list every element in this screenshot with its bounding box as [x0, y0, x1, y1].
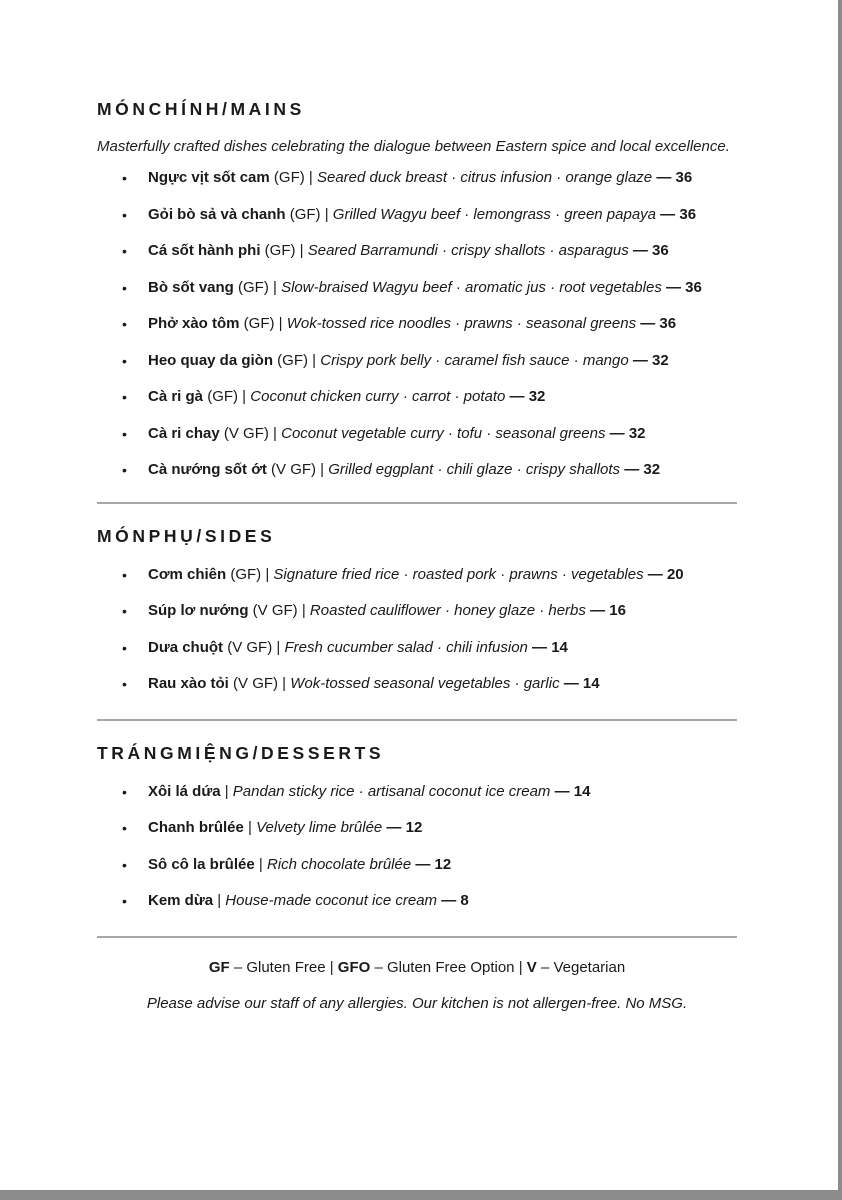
- menu-item: [97, 557, 737, 594]
- dish-name: Cà ri chay: [148, 424, 220, 442]
- sides-heading: MÓNPHỤ/SIDES: [97, 525, 276, 546]
- dish-dietary-tag: (V GF) |: [228, 675, 291, 692]
- bullet-icon: •: [122, 639, 127, 656]
- mains-section: [97, 97, 737, 489]
- dish-description: Wok-tossed rice noodles · prawns · seasonal greens: [286, 315, 637, 332]
- dish-name: Chanh brûlée: [148, 819, 244, 836]
- dish-description: Crispy pork belly · caramel fish sauce · mango: [320, 351, 629, 369]
- dish-description: Slow-braised Wagyu beef · aromatic jus · root vegetables: [281, 278, 662, 296]
- dish-description: Seared duck breast · citrus infusion · orange glaze: [316, 169, 653, 186]
- legend-gf-code: GF: [208, 958, 230, 976]
- dish-name: Ngực vịt sốt cam: [148, 169, 270, 186]
- dish-dietary-tag: (V GF) |: [223, 638, 285, 656]
- dish-dietary-tag: (GF) |: [269, 169, 317, 186]
- bullet-icon: •: [122, 462, 127, 478]
- bullet-icon: •: [122, 856, 127, 873]
- bullet-icon: •: [122, 316, 127, 332]
- menu-item: [97, 847, 737, 884]
- bullet-icon: •: [122, 352, 127, 369]
- menu-item: [97, 810, 737, 847]
- section-divider: [97, 502, 737, 504]
- dish-dietary-tag: (GF) |: [239, 315, 287, 332]
- bullet-icon: •: [122, 389, 127, 405]
- dish-price: — 36: [656, 205, 697, 223]
- dish-dietary-tag: (GF) |: [260, 242, 308, 259]
- dish-dietary-tag: (GF) |: [273, 351, 321, 369]
- bullet-icon: •: [122, 425, 127, 442]
- dish-dietary-tag: (GF) |: [285, 205, 333, 223]
- dish-description: Velvety lime brûlée: [256, 819, 383, 836]
- mains-description: Masterfully crafted dishes celebrating the dialogue between Eastern spice and local excellence.: [97, 138, 730, 155]
- dish-name: Sô cô la brûlée: [148, 855, 255, 873]
- legend-gfo-code: GFO: [337, 958, 371, 976]
- section-divider: [97, 719, 737, 721]
- sides-section: [97, 524, 737, 703]
- dish-name: Gỏi bò sả và chanh: [148, 205, 286, 223]
- menu-item: [97, 233, 737, 270]
- menu-item: [97, 197, 737, 234]
- mains-heading: MÓNCHÍNH/MAINS: [97, 99, 305, 119]
- menu-item: [97, 452, 737, 489]
- desserts-heading: TRÁNGMIỆNG/DESSERTS: [97, 742, 385, 763]
- dish-dietary-tag: |: [220, 782, 233, 800]
- dish-price: — 32: [505, 388, 546, 405]
- legend-v-code: V: [526, 958, 537, 976]
- bullet-icon: •: [122, 279, 127, 296]
- dish-dietary-tag: (V GF) |: [266, 461, 329, 478]
- dish-dietary-tag: (GF) |: [233, 278, 282, 296]
- dish-price: — 12: [411, 855, 452, 873]
- dish-price: — 36: [636, 315, 677, 332]
- dish-description: Coconut vegetable curry · tofu · seasonal greens: [281, 424, 606, 442]
- dish-price: — 32: [628, 351, 669, 369]
- menu-item: [97, 306, 737, 343]
- menu-item: [97, 883, 737, 920]
- legend-gf-text: – Gluten Free |: [229, 958, 338, 976]
- bullet-icon: •: [122, 566, 127, 583]
- menu-item: [97, 270, 737, 307]
- dish-name: Kem dừa: [148, 892, 214, 909]
- menu-item: [97, 593, 737, 630]
- dish-price: — 32: [620, 461, 661, 478]
- menu-item: [97, 343, 737, 380]
- dish-price: — 16: [585, 602, 626, 619]
- dish-dietary-tag: (V GF) |: [219, 424, 282, 442]
- dish-name: Bò sốt vang: [148, 278, 234, 296]
- dish-description: Fresh cucumber salad · chili infusion: [284, 638, 528, 656]
- menu-item: [97, 379, 737, 416]
- legend-v-text: – Vegetarian: [536, 958, 626, 976]
- bullet-icon: •: [122, 206, 127, 223]
- dish-price: — 20: [643, 565, 684, 583]
- dish-dietary-tag: (V GF) |: [248, 602, 310, 619]
- bullet-icon: •: [122, 170, 127, 186]
- dish-description: Signature fried rice · roasted pork · prawns · vegetables: [273, 565, 644, 583]
- dish-price: — 14: [550, 782, 591, 800]
- dish-price: — 36: [661, 278, 702, 296]
- legend-gfo-text: – Gluten Free Option |: [370, 958, 527, 976]
- mains-list: [97, 160, 737, 489]
- dish-dietary-tag: |: [254, 855, 267, 873]
- menu-item: [97, 666, 737, 703]
- dish-name: Phở xào tôm: [148, 315, 240, 332]
- dish-description: Wok-tossed seasonal vegetables · garlic: [290, 675, 560, 692]
- dish-description: Coconut chicken curry · carrot · potato: [250, 388, 506, 405]
- dish-name: Cà ri gà: [148, 388, 204, 405]
- dish-name: Cà nướng sốt ớt: [148, 461, 267, 478]
- dish-dietary-tag: |: [213, 892, 226, 909]
- dish-price: — 36: [652, 169, 693, 186]
- dish-name: Súp lơ nướng: [148, 602, 249, 619]
- dish-name: Rau xào tỏi: [148, 675, 229, 692]
- bullet-icon: •: [122, 783, 127, 800]
- bullet-icon: •: [122, 676, 127, 692]
- dish-dietary-tag: (GF) |: [203, 388, 251, 405]
- dish-description: Rich chocolate brûlée: [266, 855, 412, 873]
- dish-price: — 12: [382, 819, 423, 836]
- dish-dietary-tag: (GF) |: [226, 565, 274, 583]
- dish-description: Grilled Wagyu beef · lemongrass · green papaya: [332, 205, 657, 223]
- dish-name: Cơm chiên: [148, 565, 227, 583]
- page-edge-bottom: [0, 1190, 842, 1200]
- section-divider: [97, 936, 737, 938]
- dish-description: Roasted cauliflower · honey glaze · herbs: [309, 602, 586, 619]
- dish-description: House-made coconut ice cream: [225, 892, 438, 909]
- bullet-icon: •: [122, 243, 127, 259]
- menu-item: [97, 160, 737, 197]
- dish-description: Seared Barramundi · crispy shallots · asparagus: [307, 242, 629, 259]
- allergy-note: Please advise our staff of any allergies. Our kitchen is not allergen-free. No MSG.: [146, 994, 688, 1012]
- dish-name: Cá sốt hành phi: [148, 242, 261, 259]
- sides-list: [97, 557, 737, 703]
- dietary-legend: [97, 957, 737, 979]
- page-edge-right: [838, 0, 842, 1200]
- dish-price: — 14: [559, 675, 600, 692]
- menu-item: [97, 774, 737, 811]
- dish-description: Grilled eggplant · chili glaze · crispy shallots: [328, 461, 621, 478]
- bullet-icon: •: [122, 893, 127, 909]
- dish-price: — 36: [628, 242, 669, 259]
- desserts-list: [97, 774, 737, 920]
- menu-item: [97, 416, 737, 453]
- dish-description: Pandan sticky rice · artisanal coconut ice cream: [232, 782, 551, 800]
- bullet-icon: •: [122, 603, 127, 619]
- dish-price: — 8: [437, 892, 469, 909]
- menu-document: [97, 97, 737, 1030]
- dish-name: Heo quay da giòn: [148, 351, 274, 369]
- dish-price: — 32: [605, 424, 646, 442]
- desserts-section: [97, 741, 737, 920]
- dish-name: Dưa chuột: [148, 638, 224, 656]
- dish-name: Xôi lá dứa: [148, 782, 221, 800]
- dish-dietary-tag: |: [243, 819, 257, 836]
- dish-price: — 14: [527, 638, 568, 656]
- bullet-icon: •: [122, 820, 127, 836]
- menu-item: [97, 630, 737, 667]
